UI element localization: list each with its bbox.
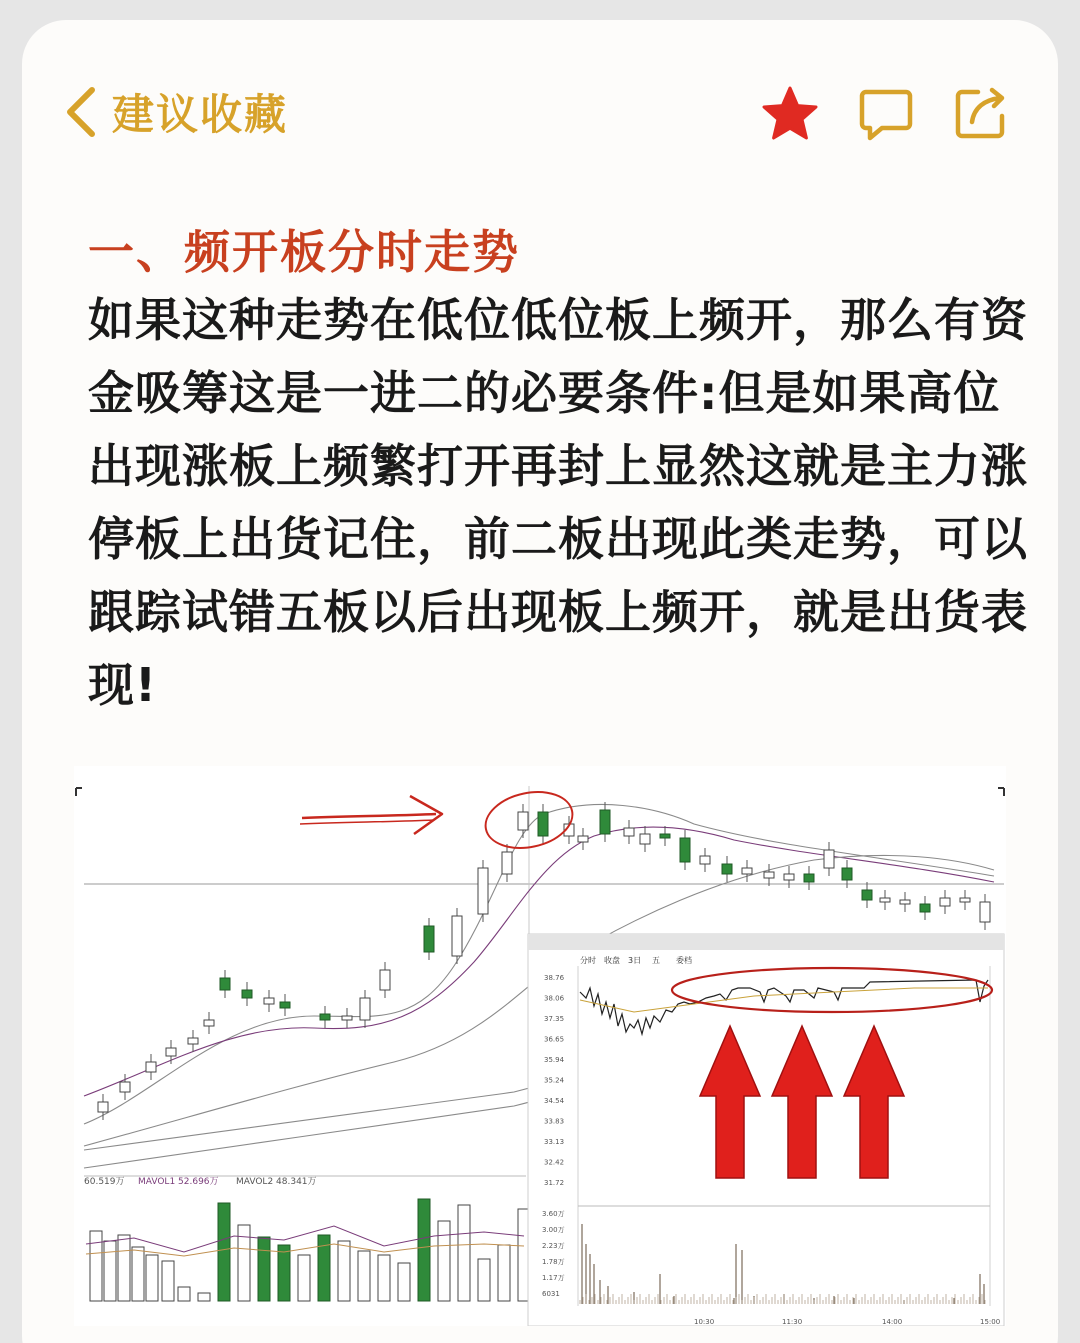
price-tick: 32.42 bbox=[544, 1158, 565, 1167]
price-tick: 38.76 bbox=[544, 974, 565, 982]
share-icon bbox=[950, 84, 1010, 144]
price-tick: 35.24 bbox=[544, 1076, 565, 1085]
intraday-panel bbox=[528, 934, 1004, 1326]
intraday-tab: 五 bbox=[652, 956, 660, 965]
intraday-volume-tick: 3.00万 bbox=[542, 1226, 565, 1234]
price-tick: 37.35 bbox=[544, 1015, 565, 1023]
up-arrows bbox=[700, 1026, 904, 1178]
price-tick: 33.13 bbox=[544, 1138, 565, 1146]
chevron-left-icon bbox=[62, 84, 98, 140]
stock-chart-image bbox=[74, 766, 1006, 1326]
chart-illustration bbox=[74, 766, 1006, 1326]
time-tick: 15:00 bbox=[980, 1318, 1001, 1326]
intraday-tab: 收盘 bbox=[604, 956, 620, 965]
intraday-volume-tick: 3.60万 bbox=[542, 1210, 565, 1218]
price-tick: 33.83 bbox=[544, 1117, 565, 1126]
time-tick: 14:00 bbox=[882, 1318, 903, 1326]
price-tick: 34.54 bbox=[544, 1097, 565, 1105]
top-bar bbox=[22, 20, 1058, 200]
time-tick: 11:30 bbox=[782, 1318, 803, 1326]
price-tick: 38.06 bbox=[544, 994, 565, 1003]
intraday-volume-tick: 1.78万 bbox=[542, 1258, 565, 1266]
article-card bbox=[22, 20, 1058, 1343]
back-label: 建议收藏 bbox=[112, 90, 289, 139]
volume-bars bbox=[90, 1199, 530, 1301]
volume-ma1-label: MAVOL1 52.696万 bbox=[138, 1177, 219, 1187]
favorite-button[interactable] bbox=[760, 84, 820, 144]
time-tick: 10:30 bbox=[694, 1318, 715, 1326]
hand-annotation bbox=[300, 784, 578, 855]
intraday-volume-tick: 6031 bbox=[542, 1290, 560, 1298]
section-heading: 一、频开板分时走势 bbox=[88, 225, 520, 279]
intraday-volume-tick: 2.23万 bbox=[542, 1242, 565, 1250]
intraday-tab: 分时 bbox=[580, 956, 596, 965]
volume-label: 60.519万 bbox=[84, 1177, 125, 1187]
back-button[interactable] bbox=[62, 82, 288, 142]
intraday-volume-tick: 1.17万 bbox=[542, 1274, 565, 1282]
price-tick: 31.72 bbox=[544, 1179, 565, 1187]
intraday-tab: 3日 bbox=[628, 956, 642, 965]
price-tick: 36.65 bbox=[544, 1035, 565, 1044]
intraday-tab: 委档 bbox=[676, 956, 692, 965]
comment-button[interactable] bbox=[856, 84, 916, 144]
share-button[interactable] bbox=[950, 84, 1010, 144]
comment-icon bbox=[856, 84, 916, 144]
star-icon bbox=[760, 84, 820, 144]
price-tick: 35.94 bbox=[544, 1056, 565, 1064]
volume-ma2-label: MAVOL2 48.341万 bbox=[236, 1177, 317, 1187]
article-body: 如果这种走势在低位低位板上频开，那么有资金吸筹这是一进二的必要条件:但是如果高位出现涨板上频繁打开再封上显然这就是主力涨停板上出货记住，前二板出现此类走势，可以跟踪试错五板以后出现板上频开，就是出货表现! bbox=[88, 293, 1028, 712]
